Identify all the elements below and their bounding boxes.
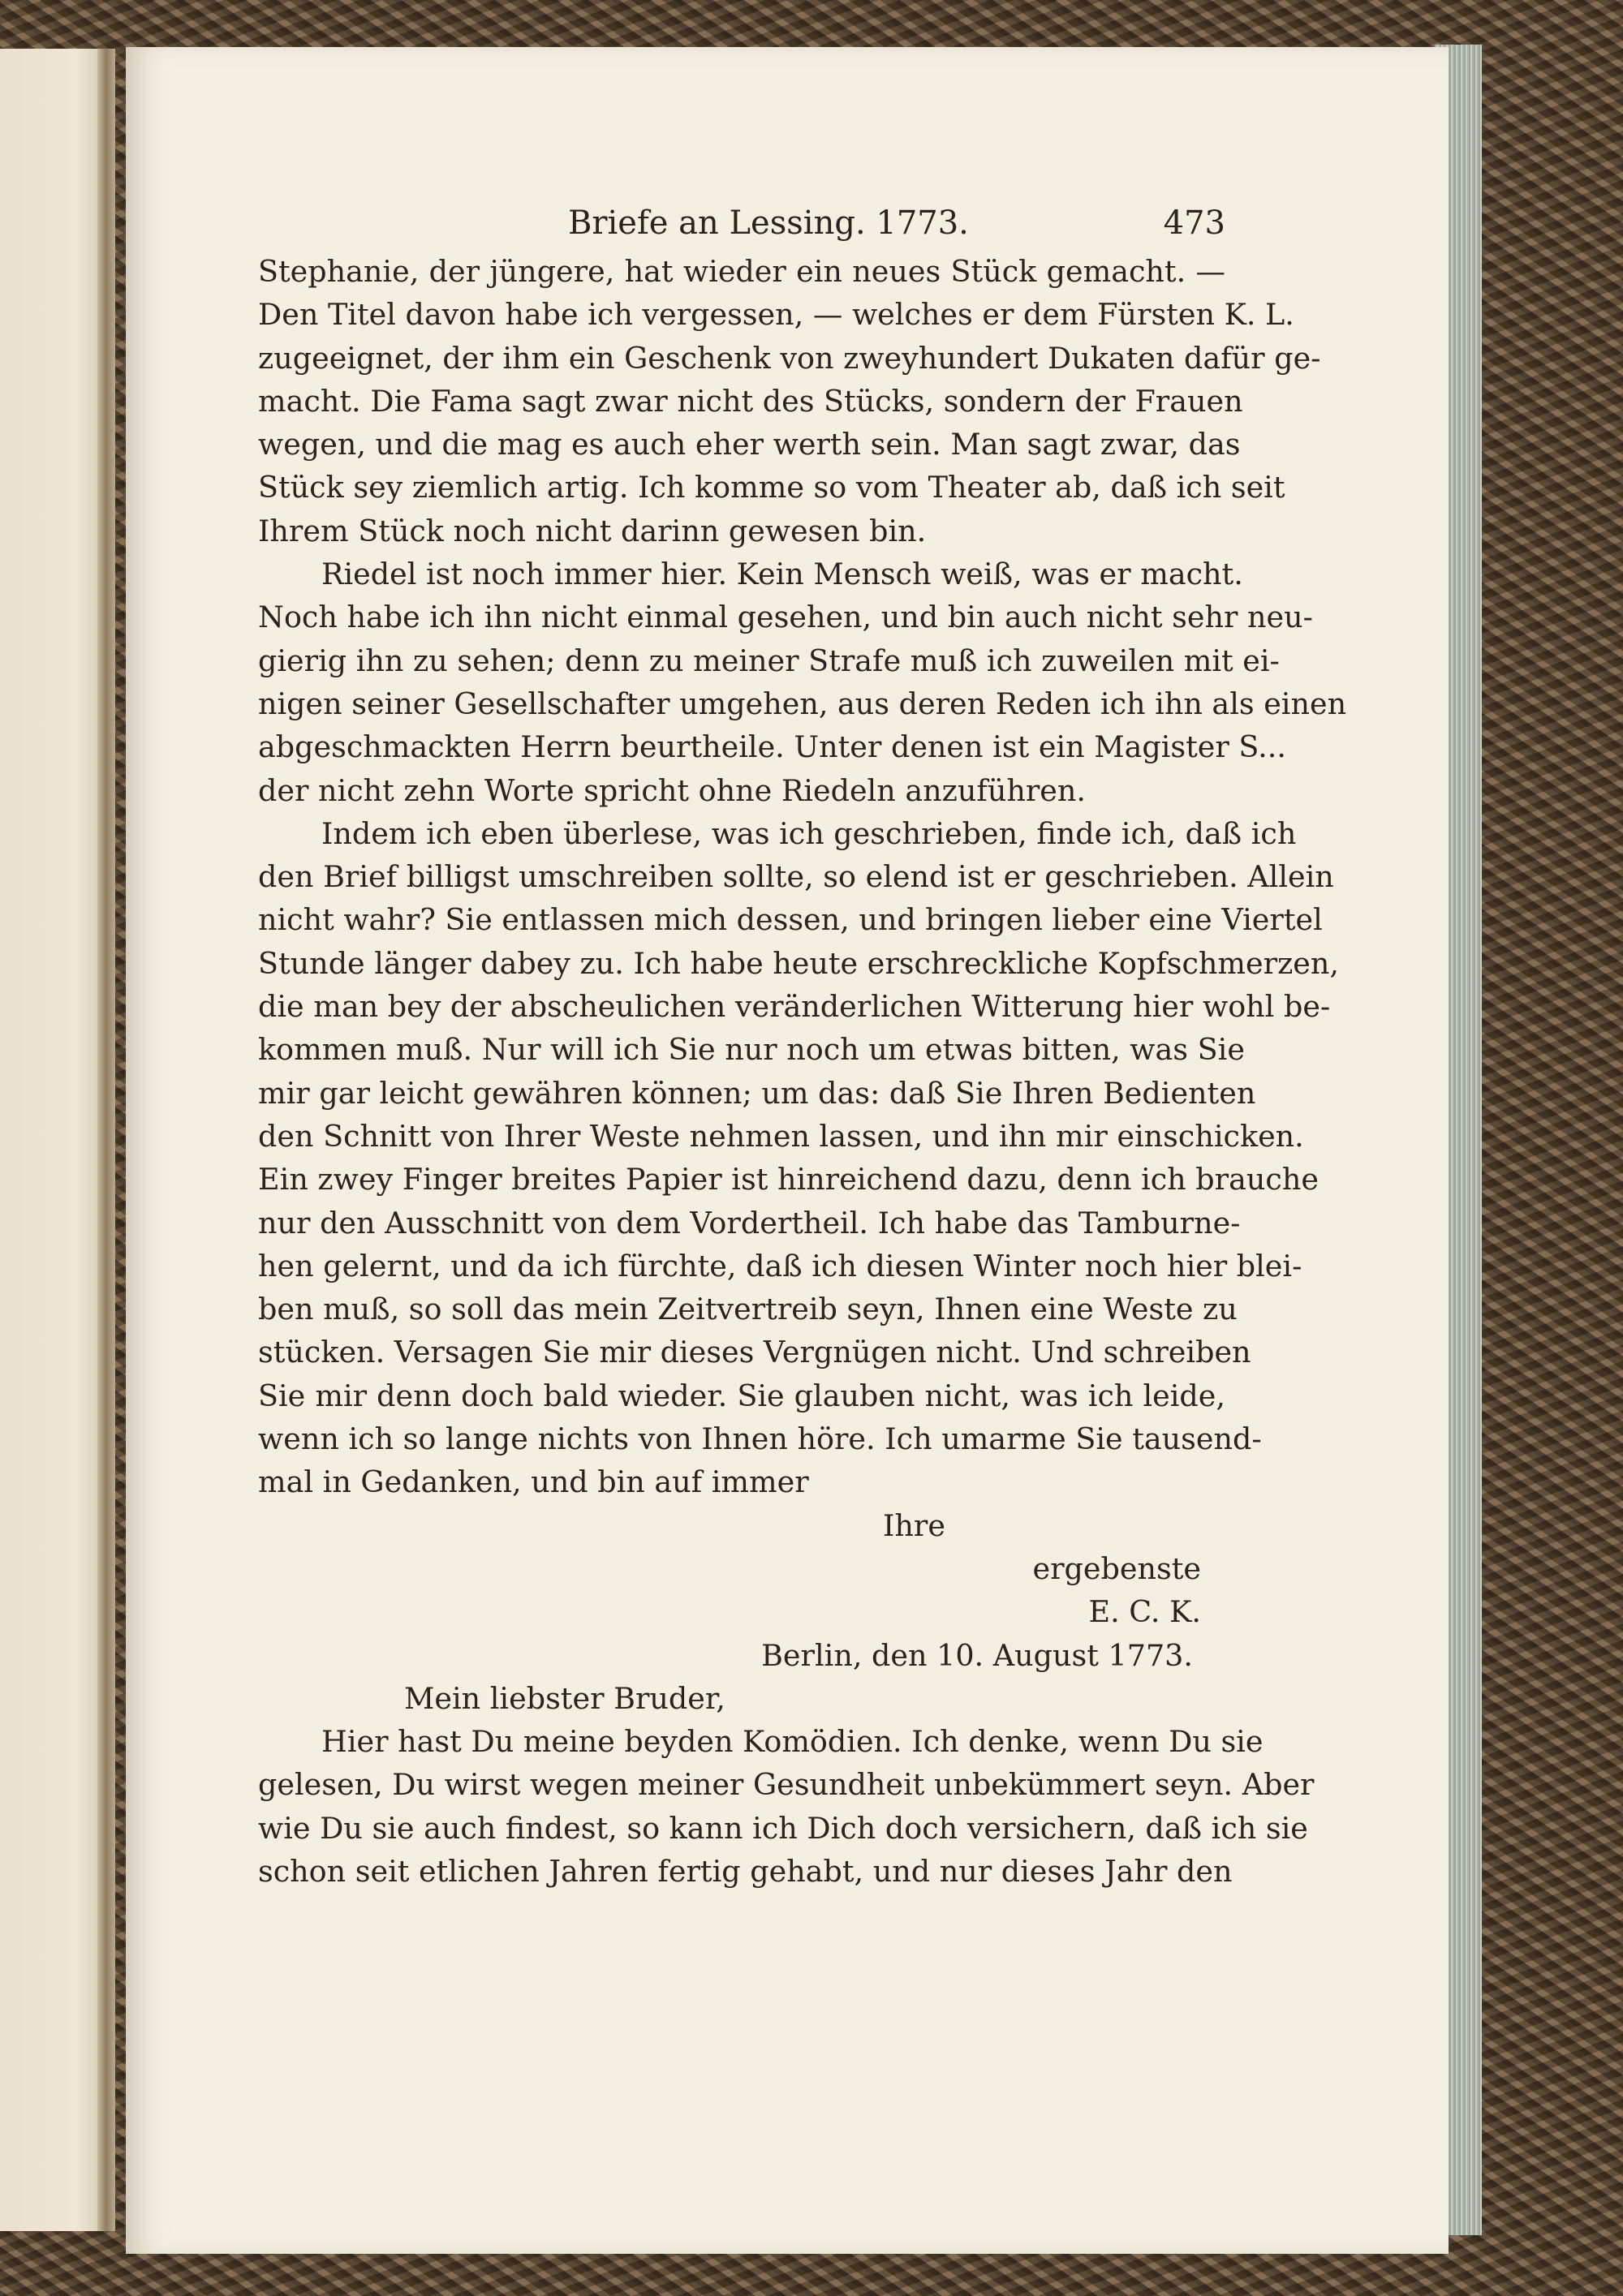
text-line: abgeschmackten Herrn beurtheile. Unter denen ist ein Magister S...: [258, 729, 1286, 765]
text-line: mir gar leicht gewähren können; um das: daß Sie Ihren Bedienten: [258, 1075, 1256, 1111]
text-line: nigen seiner Gesellschafter umgehen, aus deren Reden ich ihn als einen: [258, 686, 1347, 721]
text-line: Stephanie, der jüngere, hat wieder ein neues Stück gemacht. —: [258, 254, 1225, 289]
text-line: nur den Ausschnitt von dem Vordertheil. Ich habe das Tamburne-: [258, 1205, 1241, 1240]
text-line: kommen muß. Nur will ich Sie nur noch um etwas bitten, was Sie: [258, 1032, 1245, 1068]
text-line: Stück sey ziemlich artig. Ich komme so vom Theater ab, daß ich seit: [258, 470, 1285, 505]
text-line: Ihrem Stück noch nicht darinn gewesen bin.: [258, 513, 927, 548]
page-header: [560, 204, 1225, 253]
closing-ergebenste: ergebenste: [1032, 1550, 1201, 1586]
text-line: die man bey der abscheulichen veränderlichen Witterung hier wohl be-: [258, 989, 1331, 1025]
text-line: Ein zwey Finger breites Papier ist hinreichend dazu, denn ich brauche: [258, 1162, 1319, 1197]
running-title: Briefe an Lessing. 1773.: [568, 204, 969, 242]
text-line: Stunde länger dabey zu. Ich habe heute erschreckliche Kopfschmerzen,: [258, 945, 1340, 981]
left-page: [0, 49, 110, 2231]
text-line: wenn ich so lange nichts von Ihnen höre. Ich umarme Sie tausend-: [258, 1421, 1262, 1457]
text-line: hen gelernt, und da ich fürchte, daß ich diesen Winter noch hier blei-: [258, 1248, 1302, 1283]
text-line: macht. Die Fama sagt zwar nicht des Stücks, sondern der Frauen: [258, 383, 1243, 419]
closing-ihre: Ihre: [883, 1507, 945, 1543]
text-line: gierig ihn zu sehen; denn zu meiner Strafe muß ich zuweilen mit ei-: [258, 643, 1280, 678]
letter-dateline: Berlin, den 10. August 1773.: [761, 1637, 1193, 1673]
text-line: den Schnitt von Ihrer Weste nehmen lassen, und ihn mir einschicken.: [258, 1118, 1304, 1154]
text-line: Hier hast Du meine beyden Komödien. Ich denke, wenn Du sie: [321, 1724, 1264, 1760]
text-line: Indem ich eben überlese, was ich geschrieben, finde ich, daß ich: [321, 815, 1297, 851]
page-number: 473: [1163, 204, 1225, 242]
text-line: zugeeignet, der ihm ein Geschenk von zweyhundert Dukaten dafür ge-: [258, 340, 1321, 376]
text-line: den Brief billigst umschreiben sollte, so elend ist er geschrieben. Allein: [258, 859, 1334, 895]
closing-initials: E. C. K.: [1088, 1594, 1201, 1630]
text-line: stücken. Versagen Sie mir dieses Vergnügen nicht. Und schreiben: [258, 1335, 1251, 1370]
text-line: mal in Gedanken, und bin auf immer: [258, 1464, 809, 1500]
text-line: Noch habe ich ihn nicht einmal gesehen, und bin auch nicht sehr neu-: [258, 600, 1313, 635]
letter-salutation: Mein liebster Bruder,: [404, 1680, 725, 1716]
text-line: nicht wahr? Sie entlassen mich dessen, und bringen lieber eine Viertel: [258, 902, 1323, 938]
text-line: Sie mir denn doch bald wieder. Sie glauben nicht, was ich leide,: [258, 1378, 1225, 1413]
text-line: der nicht zehn Worte spricht ohne Riedeln anzuführen.: [258, 772, 1087, 808]
text-line: Riedel ist noch immer hier. Kein Mensch weiß, was er macht.: [321, 557, 1243, 592]
text-line: wegen, und die mag es auch eher werth sein. Man sagt zwar, das: [258, 427, 1241, 462]
text-line: wie Du sie auch findest, so kann ich Dich doch versichern, daß ich sie: [258, 1810, 1308, 1846]
book-gutter: [97, 49, 115, 2231]
page-body: [258, 250, 1347, 1893]
text-line: gelesen, Du wirst wegen meiner Gesundheit unbekümmert seyn. Aber: [258, 1767, 1315, 1803]
text-line: Den Titel davon habe ich vergessen, — welches er dem Fürsten K. L.: [258, 297, 1294, 333]
text-line: schon seit etlichen Jahren fertig gehabt, und nur dieses Jahr den: [258, 1853, 1233, 1889]
text-line: ben muß, so soll das mein Zeitvertreib seyn, Ihnen eine Weste zu: [258, 1292, 1238, 1327]
